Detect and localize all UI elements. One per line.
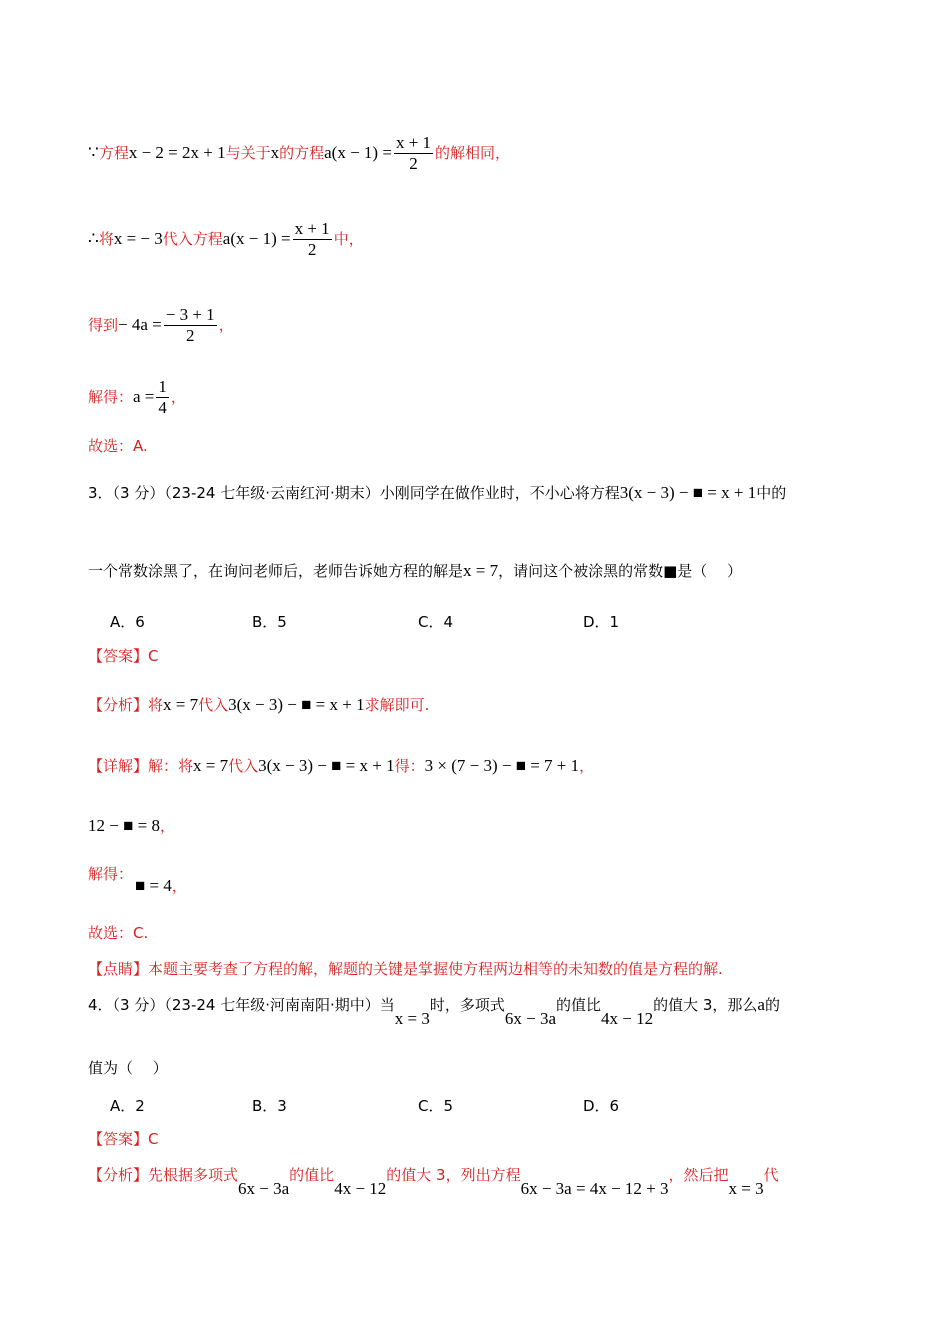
q3-stem: 3．（3 分）（23-24 七年级·云南红河·期末）小刚同学在做作业时，不小心将方程 (88, 484, 620, 502)
comment-text: 本题主要考查了方程的解，解题的关键是掌握使方程两边相等的未知数的值是方程的解. (148, 960, 723, 978)
text: 的 (764, 996, 780, 1014)
text: 中， (333, 230, 364, 248)
text: 的值比 (556, 996, 602, 1014)
q3-line-2 (88, 561, 742, 581)
fraction (164, 305, 217, 346)
equation-lhs: a(x − 1) = (324, 143, 392, 162)
equation: 3(x − 3) − ■ = x + 1 (228, 695, 365, 714)
choice-line: 故选：A. (88, 437, 148, 455)
equation: 3(x − 3) − ■ = x + 1 (258, 756, 395, 775)
text: 代入方程 (162, 230, 223, 248)
q4-analysis (88, 1165, 779, 1198)
q3-equation: 3(x − 3) − ■ = x + 1 (619, 483, 757, 502)
variable: a (757, 995, 765, 1014)
q3-option-b[interactable]: B．5 (252, 613, 287, 631)
text: ， (170, 388, 186, 406)
equation: ■ = 4 (135, 876, 172, 895)
text: 的值大 3，列出方程 (386, 1166, 521, 1184)
text: 中的 (756, 484, 787, 502)
text: 解得： (88, 388, 134, 406)
text: 将 (148, 696, 164, 714)
solution-line-3 (88, 305, 234, 346)
text: 的解相同， (435, 144, 511, 162)
equation: 12 − ■ = 8 (88, 816, 160, 835)
polynomial: 4x − 12 (601, 1009, 654, 1028)
fraction (394, 133, 433, 174)
comment-tag: 【点睛】 (88, 960, 149, 978)
text: ， (218, 316, 234, 334)
q3-header (88, 483, 786, 503)
therefore-symbol: ∴ (88, 229, 99, 248)
q4-stem: 4．（3 分）（23-24 七年级·河南南阳·期中）当 (88, 996, 395, 1014)
text: 将 (98, 230, 114, 248)
text: 的值比 (289, 1166, 335, 1184)
value: x = − 3 (113, 229, 163, 248)
equation: x = 3 (728, 1179, 764, 1198)
text: 求解即可. (364, 696, 430, 714)
denominator: 4 (158, 398, 167, 417)
fraction (156, 377, 169, 418)
numerator: 1 (158, 377, 167, 396)
answer-value: C (148, 647, 159, 665)
text: ， (579, 757, 595, 775)
numerator: x + 1 (294, 219, 330, 238)
q4-answer (88, 1129, 159, 1149)
text: ， (159, 817, 175, 835)
q3-option-c[interactable]: C．4 (418, 613, 454, 631)
q3-comment (88, 959, 723, 979)
polynomial: 4x − 12 (334, 1179, 387, 1198)
analysis-tag: 【分析】 (88, 1166, 149, 1184)
q3-detail (88, 756, 594, 776)
text: 得： (394, 757, 425, 775)
condition: x = 3 (394, 1009, 430, 1028)
equation: x − 2 = 2x + 1 (128, 143, 226, 162)
q3-solve-label: 解得： (88, 865, 134, 883)
answer-value: C (148, 1130, 159, 1148)
denominator: 2 (185, 326, 195, 345)
because-symbol: ∵ (88, 143, 99, 162)
q4-header (88, 995, 780, 1028)
variable: x (270, 143, 280, 162)
numerator: x + 1 (395, 133, 432, 152)
q3-step-2 (135, 876, 187, 896)
q3-answer (88, 646, 159, 666)
q3-option-a[interactable]: A．6 (110, 613, 145, 631)
q4-line-2: 值为（ ） (88, 1059, 168, 1077)
text: 时，多项式 (429, 996, 505, 1014)
numerator: − 3 + 1 (165, 305, 215, 324)
analysis-tag: 【分析】 (88, 696, 149, 714)
q4-option-d[interactable]: D．6 (583, 1097, 620, 1115)
text: 与关于 (225, 144, 271, 162)
equation: x = 7 (193, 756, 229, 775)
q4-option-a[interactable]: A．2 (110, 1097, 145, 1115)
denominator: 2 (307, 240, 317, 259)
answer-tag: 【答案】 (88, 647, 149, 665)
text: 一个常数涂黑了，在询问老师后，老师告诉她方程的解是 (88, 562, 464, 580)
solution-line-2 (88, 219, 364, 260)
text: 方程 (98, 144, 129, 162)
equation-lhs: − 4a = (118, 315, 162, 334)
q3-choose: 故选：C. (88, 924, 149, 942)
text: 解：将 (148, 757, 194, 775)
equation: 3 × (7 − 3) − ■ = 7 + 1 (424, 756, 580, 775)
text: 代入 (228, 757, 259, 775)
text: 的方程 (279, 144, 325, 162)
solution-value: x = 7 (463, 561, 499, 580)
q4-option-b[interactable]: B．3 (252, 1097, 287, 1115)
denominator: 2 (409, 154, 418, 173)
fraction (293, 219, 332, 260)
text: ，请问这个被涂黑的常数■是（ ） (498, 562, 743, 580)
text: 代 (763, 1166, 779, 1184)
equation-lhs: a(x − 1) = (222, 229, 291, 248)
q3-option-d[interactable]: D．1 (583, 613, 620, 631)
q3-step-1 (88, 816, 175, 836)
detail-tag: 【详解】 (88, 757, 149, 775)
polynomial: 6x − 3a (504, 1009, 556, 1028)
equation-lhs: a = (133, 387, 155, 406)
polynomial: 6x − 3a (238, 1179, 290, 1198)
text: 先根据多项式 (148, 1166, 239, 1184)
q4-option-c[interactable]: C．5 (418, 1097, 454, 1115)
text: 得到 (88, 316, 119, 334)
text: ，然后把 (668, 1166, 729, 1184)
q3-analysis (88, 695, 429, 715)
solution-line-4 (88, 377, 186, 418)
text: 的值大 3，那么 (653, 996, 758, 1014)
answer-tag: 【答案】 (88, 1130, 149, 1148)
text: 代入 (198, 696, 229, 714)
text: ， (171, 877, 187, 895)
equation: 6x − 3a = 4x − 12 + 3 (520, 1179, 669, 1198)
solution-line-1 (88, 133, 510, 174)
equation: x = 7 (163, 695, 199, 714)
